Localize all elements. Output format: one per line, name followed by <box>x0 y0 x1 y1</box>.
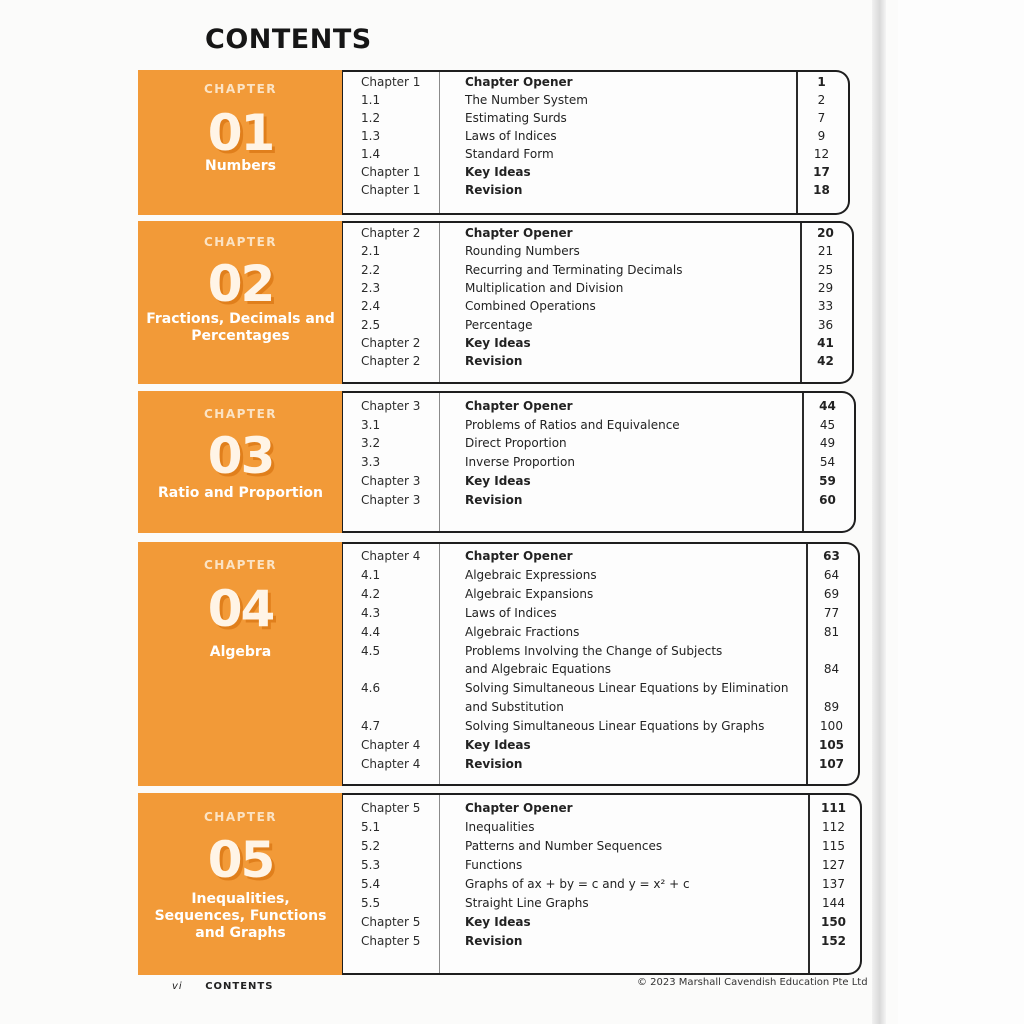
page-number: 9 <box>817 129 826 143</box>
section-number: Chapter 2 <box>361 226 421 240</box>
section-number: 4.4 <box>361 624 381 639</box>
page-number: 7 <box>817 111 826 125</box>
page-number: 42 <box>817 354 834 369</box>
page-number: 21 <box>817 244 834 259</box>
page-number: 77 <box>823 605 840 620</box>
page-binding-edge <box>872 0 886 1024</box>
chapter-panel <box>138 542 343 786</box>
page-number: 127 <box>822 858 845 872</box>
section-number: 1.3 <box>361 129 381 143</box>
section-title: Chapter Opener <box>465 75 573 89</box>
section-title: Revision <box>465 756 523 771</box>
section-number: Chapter 1 <box>361 165 421 179</box>
page-number: 44 <box>819 399 836 413</box>
section-title: Algebraic Expansions <box>465 586 594 601</box>
toc-row[interactable] <box>343 623 858 641</box>
page-number: 89 <box>823 700 840 715</box>
section-title: Patterns and Number Sequences <box>465 839 663 853</box>
toc-row[interactable] <box>343 913 860 931</box>
toc-row[interactable] <box>343 91 848 109</box>
toc-row[interactable] <box>343 755 858 773</box>
page-number: 60 <box>819 492 836 507</box>
section-title: Key Ideas <box>465 738 531 752</box>
toc-row[interactable] <box>343 698 858 716</box>
chapter-listing <box>342 221 854 384</box>
page-number: 2 <box>817 93 826 107</box>
section-title: Revision <box>465 183 523 197</box>
section-number: 1.1 <box>361 93 381 107</box>
section-title: Chapter Opener <box>465 399 573 413</box>
page-number: 150 <box>820 915 847 929</box>
chapter-block-04 <box>138 542 861 786</box>
chapter-block-01 <box>138 70 851 215</box>
chapter-name: Fractions, Decimals and Percentages <box>146 311 335 344</box>
section-number: Chapter 4 <box>361 756 421 771</box>
section-number: Chapter 1 <box>361 183 421 197</box>
section-title: Problems Involving the Change of Subjects <box>465 643 723 658</box>
section-title: and Algebraic Equations <box>465 662 611 677</box>
section-title: Chapter Opener <box>465 549 573 563</box>
section-title: Inverse Proportion <box>465 455 575 470</box>
section-title: Key Ideas <box>465 335 531 350</box>
section-title: Chapter Opener <box>465 801 573 815</box>
toc-row[interactable] <box>343 334 852 352</box>
chapter-listing <box>342 391 856 533</box>
page-number: 100 <box>820 719 843 734</box>
footer-copyright: © 2023 Marshall Cavendish Education Pte Ltd <box>637 977 868 988</box>
section-number: 1.2 <box>361 111 381 125</box>
section-title: Chapter Opener <box>465 226 573 240</box>
section-number: 4.3 <box>361 605 381 620</box>
chapter-panel <box>138 70 343 215</box>
toc-row[interactable] <box>343 642 858 660</box>
toc-row[interactable] <box>343 453 854 471</box>
chapter-number: 03 <box>207 427 274 485</box>
section-number: Chapter 5 <box>361 934 421 948</box>
page-number: 137 <box>822 877 845 891</box>
section-number: 5.1 <box>361 820 381 834</box>
section-number: 5.5 <box>361 896 381 910</box>
section-number: Chapter 1 <box>361 75 421 89</box>
section-title: Recurring and Terminating Decimals <box>465 262 683 277</box>
section-number: 4.7 <box>361 719 381 734</box>
chapter-block-02 <box>138 221 855 384</box>
chapter-listing <box>342 70 850 215</box>
page-number: 17 <box>813 165 830 179</box>
toc-row[interactable] <box>343 261 852 279</box>
chapter-label: CHAPTER <box>203 558 278 572</box>
chapter-block-05 <box>138 793 863 975</box>
toc-row[interactable] <box>343 163 848 181</box>
section-title: Algebraic Expressions <box>465 567 597 582</box>
toc-row[interactable] <box>343 73 848 91</box>
page-number: 1 <box>817 75 826 89</box>
toc-row[interactable] <box>343 224 852 242</box>
toc-row[interactable] <box>343 894 860 912</box>
chapter-number: 05 <box>207 831 274 889</box>
section-title: Combined Operations <box>465 299 596 314</box>
toc-row[interactable] <box>343 416 854 434</box>
toc-row[interactable] <box>343 566 858 584</box>
toc-row[interactable] <box>343 604 858 622</box>
chapter-number: 01 <box>207 104 274 162</box>
section-title: Revision <box>465 492 523 507</box>
section-title: Graphs of ax + by = c and y = x² + c <box>465 877 690 891</box>
section-title: Rounding Numbers <box>465 244 580 259</box>
page-number: 81 <box>823 624 840 639</box>
toc-row[interactable] <box>343 397 854 415</box>
section-number: 5.4 <box>361 877 381 891</box>
chapter-label: CHAPTER <box>203 407 278 421</box>
section-title: Laws of Indices <box>465 605 557 620</box>
toc-row[interactable] <box>343 352 852 370</box>
footer-left <box>172 981 273 992</box>
page-margin <box>898 0 1024 1024</box>
section-title: Key Ideas <box>465 473 531 488</box>
page-number: 69 <box>823 586 840 601</box>
section-number: Chapter 4 <box>361 549 421 563</box>
toc-row[interactable] <box>343 799 860 817</box>
page-number: 20 <box>817 226 834 240</box>
section-number: 3.3 <box>361 455 381 470</box>
toc-row[interactable] <box>343 181 848 199</box>
toc-row[interactable] <box>343 279 852 297</box>
page-number: 111 <box>820 801 847 815</box>
section-number: 2.1 <box>361 244 381 259</box>
toc-row[interactable] <box>343 109 848 127</box>
toc-row[interactable] <box>343 434 854 452</box>
section-title: Standard Form <box>465 147 554 161</box>
toc-row[interactable] <box>343 547 858 565</box>
toc-row[interactable] <box>343 242 852 260</box>
page-number: 29 <box>817 280 834 295</box>
section-number: 4.6 <box>361 681 381 696</box>
toc-row[interactable] <box>343 679 858 697</box>
section-number: 4.2 <box>361 586 381 601</box>
toc-row[interactable] <box>343 316 852 334</box>
section-title: Multiplication and Division <box>465 280 624 295</box>
section-number: 5.3 <box>361 858 381 872</box>
section-number: 2.3 <box>361 280 381 295</box>
section-title: Revision <box>465 354 523 369</box>
section-title: Revision <box>465 934 523 948</box>
page-number: 12 <box>813 147 830 161</box>
page-number: 49 <box>819 436 836 451</box>
toc-row[interactable] <box>343 717 858 735</box>
chapter-number: 04 <box>207 580 274 638</box>
section-title: Straight Line Graphs <box>465 896 589 910</box>
section-number: Chapter 2 <box>361 354 421 369</box>
toc-row[interactable] <box>343 932 860 950</box>
page-number: 63 <box>823 549 840 563</box>
page-number: 18 <box>813 183 830 197</box>
section-title: Laws of Indices <box>465 129 557 143</box>
section-number: 3.2 <box>361 436 381 451</box>
section-number: Chapter 2 <box>361 335 421 350</box>
page-number: 33 <box>817 299 834 314</box>
section-title: and Substitution <box>465 700 564 715</box>
section-number: 4.5 <box>361 643 381 658</box>
section-number: Chapter 5 <box>361 915 421 929</box>
section-title: Key Ideas <box>465 165 531 179</box>
toc-row[interactable] <box>343 297 852 315</box>
chapter-block-03 <box>138 391 857 533</box>
section-number: 5.2 <box>361 839 381 853</box>
section-title: Solving Simultaneous Linear Equations by Graphs <box>465 719 765 734</box>
toc-row[interactable] <box>343 585 858 603</box>
page-number: 84 <box>823 662 840 677</box>
section-title: Direct Proportion <box>465 436 567 451</box>
section-number: 2.2 <box>361 262 381 277</box>
page-number: 107 <box>818 756 845 771</box>
section-title: Key Ideas <box>465 915 531 929</box>
toc-row[interactable] <box>343 127 848 145</box>
toc-row[interactable] <box>343 145 848 163</box>
page-number: 59 <box>819 473 836 488</box>
footer-page-number: vi <box>172 981 183 992</box>
toc-row[interactable] <box>343 660 858 678</box>
section-number: Chapter 3 <box>361 473 421 488</box>
page-number: 25 <box>817 262 834 277</box>
chapter-number: 02 <box>207 255 274 313</box>
chapter-label: CHAPTER <box>203 82 278 96</box>
section-number: 2.5 <box>361 317 381 332</box>
chapter-panel <box>138 793 343 975</box>
section-title: Functions <box>465 858 523 872</box>
toc-row[interactable] <box>343 837 860 855</box>
section-title: Solving Simultaneous Linear Equations by Elimination <box>465 681 789 696</box>
toc-row[interactable] <box>343 875 860 893</box>
section-number: 3.1 <box>361 417 381 432</box>
section-number: 2.4 <box>361 299 381 314</box>
section-title: Inequalities <box>465 820 535 834</box>
chapter-listing <box>342 793 862 975</box>
toc-row[interactable] <box>343 818 860 836</box>
chapter-panel <box>138 391 343 533</box>
section-number: Chapter 3 <box>361 399 421 413</box>
chapter-name: Numbers <box>204 158 277 174</box>
page-number: 105 <box>818 738 845 752</box>
section-number: 4.1 <box>361 567 381 582</box>
page-number: 41 <box>817 335 834 350</box>
section-title: Percentage <box>465 317 533 332</box>
page-number: 115 <box>822 839 845 853</box>
chapter-name: Ratio and Proportion <box>158 485 323 501</box>
page-number: 152 <box>820 934 847 948</box>
section-number: Chapter 3 <box>361 492 421 507</box>
chapter-label: CHAPTER <box>203 810 278 824</box>
section-number: 1.4 <box>361 147 381 161</box>
toc-row[interactable] <box>343 491 854 509</box>
page-number: 64 <box>823 567 840 582</box>
page-number: 112 <box>822 820 845 834</box>
chapter-label: CHAPTER <box>203 235 278 249</box>
section-title: The Number System <box>465 93 588 107</box>
section-number: Chapter 5 <box>361 801 421 815</box>
page-number: 144 <box>822 896 845 910</box>
page-number: 36 <box>817 317 834 332</box>
toc-row[interactable] <box>343 472 854 490</box>
section-title: Problems of Ratios and Equivalence <box>465 417 680 432</box>
page-number: 54 <box>819 455 836 470</box>
section-title: Algebraic Fractions <box>465 624 580 639</box>
page-number: 45 <box>819 417 836 432</box>
section-title: Estimating Surds <box>465 111 567 125</box>
chapter-listing <box>342 542 860 786</box>
chapter-name: Inequalities, Sequences, Functions and Graphs <box>154 891 327 941</box>
footer-section-label: CONTENTS <box>205 981 274 992</box>
page-title: CONTENTS <box>205 24 372 55</box>
toc-row[interactable] <box>343 856 860 874</box>
toc-row[interactable] <box>343 736 858 754</box>
chapter-name: Algebra <box>209 644 272 660</box>
section-number: Chapter 4 <box>361 738 421 752</box>
chapter-panel <box>138 221 343 384</box>
